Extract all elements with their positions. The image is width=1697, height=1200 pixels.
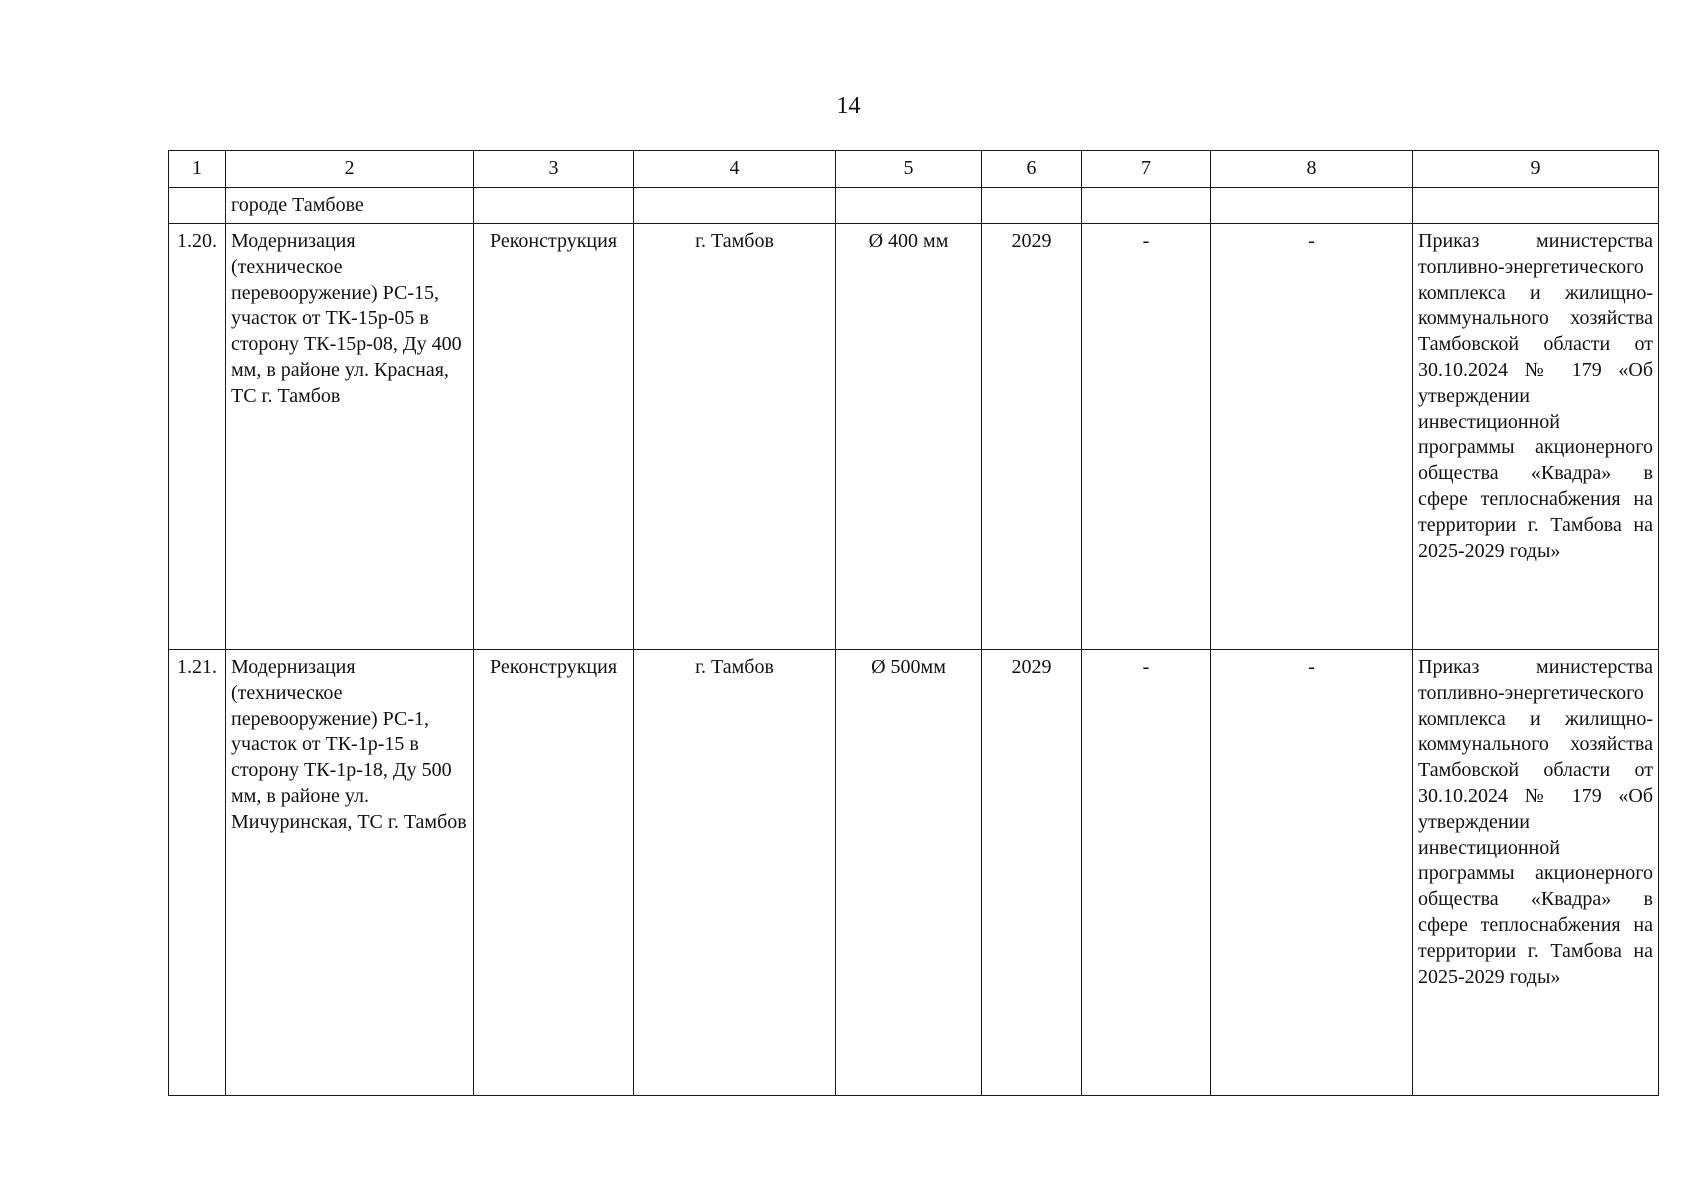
header-cell: 6 bbox=[982, 151, 1082, 188]
header-cell: 4 bbox=[634, 151, 836, 188]
work-type: Реконструкция bbox=[474, 224, 634, 650]
header-cell: 2 bbox=[226, 151, 474, 188]
header-cell: 3 bbox=[474, 151, 634, 188]
investment-table bbox=[168, 150, 1659, 1096]
table-row bbox=[169, 650, 1659, 1096]
column-8-value: - bbox=[1211, 224, 1413, 650]
table-cell: городе Тамбове bbox=[226, 188, 474, 224]
table-cell bbox=[169, 188, 226, 224]
header-cell: 8 bbox=[1211, 151, 1413, 188]
diameter: Ø 400 мм bbox=[836, 224, 982, 650]
diameter: Ø 500мм bbox=[836, 650, 982, 1096]
location: г. Тамбов bbox=[634, 224, 836, 650]
year: 2029 bbox=[982, 650, 1082, 1096]
table-header-row bbox=[169, 151, 1659, 188]
legal-basis: Приказ министерства топливно-энергетического комплекса и жилищно-коммунального хозяйства Тамбовской области от 30.10.2024 № 179 «Об утверждении инвестиционной программы акционерного общества «Квадра» в сфере теплоснабжения на территории г. Тамбова на 2025-2029 годы» bbox=[1413, 650, 1659, 1096]
year: 2029 bbox=[982, 224, 1082, 650]
location: г. Тамбов bbox=[634, 650, 836, 1096]
table-row-continuation bbox=[169, 188, 1659, 224]
row-number: 1.21. bbox=[169, 650, 226, 1096]
object-name: Модернизация (техническое перевооружение) РС-15, участок от ТК-15р-05 в сторону ТК-15р-08, Ду 400 мм, в районе ул. Красная, ТС г. Тамбов bbox=[226, 224, 474, 650]
table-cell bbox=[1211, 188, 1413, 224]
table-cell bbox=[634, 188, 836, 224]
row-number: 1.20. bbox=[169, 224, 226, 650]
work-type: Реконструкция bbox=[474, 650, 634, 1096]
table-cell bbox=[1082, 188, 1211, 224]
header-cell: 5 bbox=[836, 151, 982, 188]
table-cell bbox=[982, 188, 1082, 224]
header-cell: 1 bbox=[169, 151, 226, 188]
object-name: Модернизация (техническое перевооружение) РС-1, участок от ТК-1р-15 в сторону ТК-1р-18, Ду 500 мм, в районе ул. Мичуринская, ТС г. Тамбов bbox=[226, 650, 474, 1096]
table-cell bbox=[1413, 188, 1659, 224]
header-cell: 9 bbox=[1413, 151, 1659, 188]
header-cell: 7 bbox=[1082, 151, 1211, 188]
page-number: 14 bbox=[836, 93, 861, 119]
table-row bbox=[169, 224, 1659, 650]
legal-basis: Приказ министерства топливно-энергетического комплекса и жилищно-коммунального хозяйства Тамбовской области от 30.10.2024 № 179 «Об утверждении инвестиционной программы акционерного общества «Квадра» в сфере теплоснабжения на территории г. Тамбова на 2025-2029 годы» bbox=[1413, 224, 1659, 650]
column-7-value: - bbox=[1082, 224, 1211, 650]
column-7-value: - bbox=[1082, 650, 1211, 1096]
table-cell bbox=[474, 188, 634, 224]
column-8-value: - bbox=[1211, 650, 1413, 1096]
table-cell bbox=[836, 188, 982, 224]
